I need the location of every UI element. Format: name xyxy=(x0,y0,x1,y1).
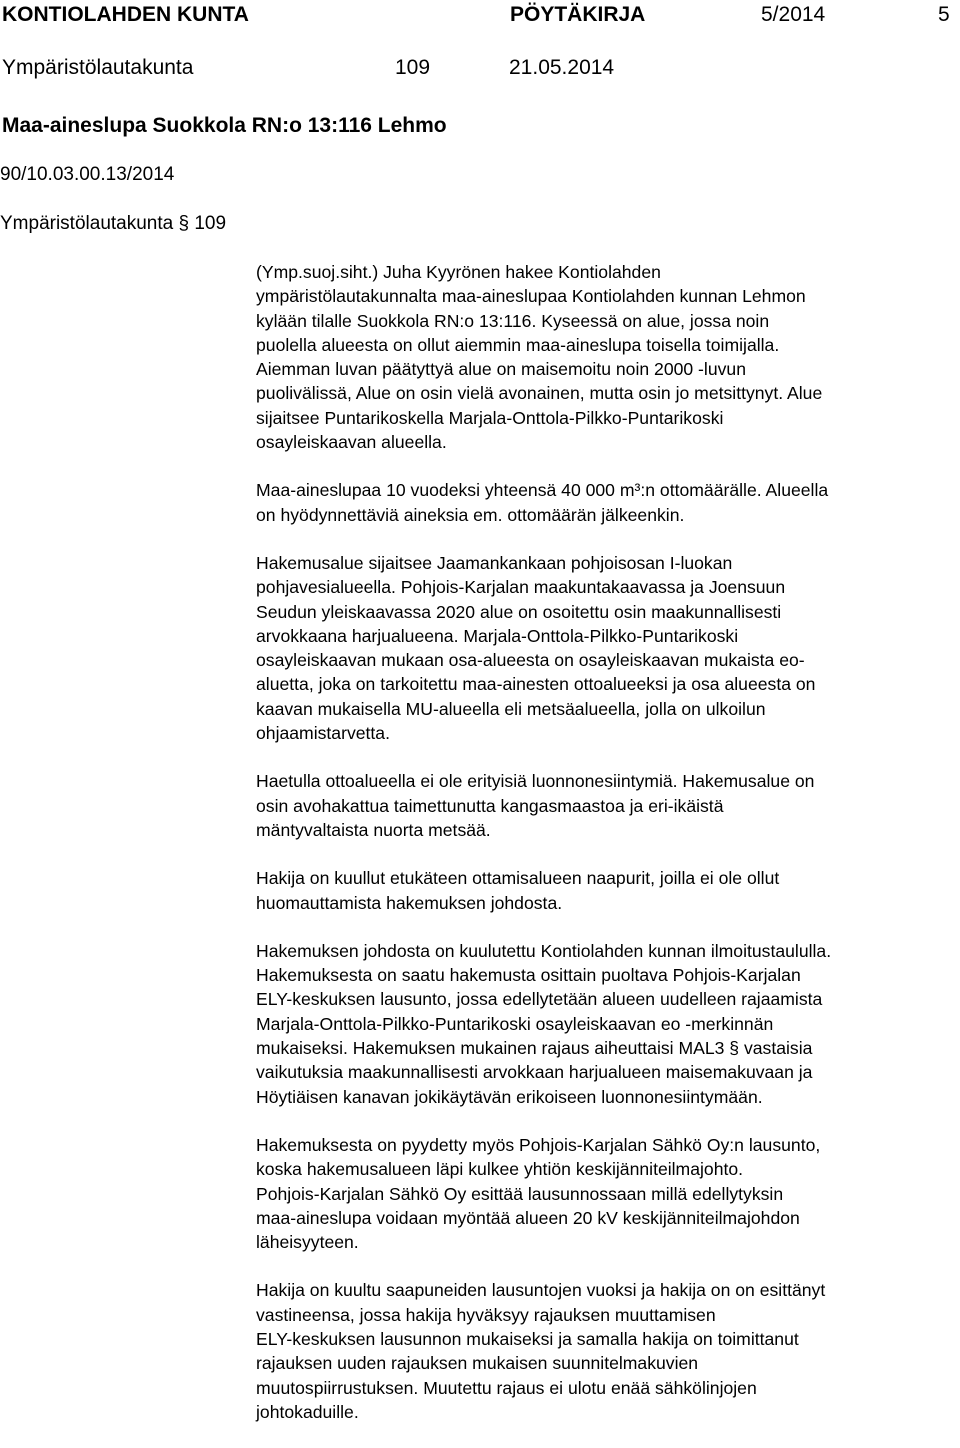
text-line: Höytiäisen kanavan jokikäytävän erikoiseen luonnonesiintymään. xyxy=(256,1086,763,1107)
paragraph-power-company xyxy=(256,1133,946,1254)
text-line: Hakemuksen johdosta on kuulutettu Kontiolahden kunnan ilmoitustaululla. xyxy=(256,940,832,961)
text-line: pohjavesialueella. Pohjois-Karjalan maakuntakaavassa ja Joensuun xyxy=(256,577,786,598)
text-line: maa-aineslupa voidaan myöntää alueen 20 kV keskijänniteilmajohdon xyxy=(256,1207,800,1228)
document-type: PÖYTÄKIRJA xyxy=(510,3,646,26)
text-line: Maa-aineslupaa 10 vuodeksi yhteensä 40 000 m³:n ottomäärälle. Alueella xyxy=(256,480,829,501)
text-line: Marjala-Onttola-Pilkko-Puntarikoski osayleiskaavan eo -merkinnän xyxy=(256,1013,774,1034)
text-line: puolivälissä, Alue on osin vielä avonainen, mutta osin jo metsittynyt. Alue xyxy=(256,383,823,404)
text-line: sijaitsee Puntarikoskella Marjala-Onttola-Pilkko-Puntarikoski xyxy=(256,407,724,428)
text-line: vastineensa, jossa hakija hyväksyy rajauksen muuttamisen xyxy=(256,1304,716,1325)
text-line: Hakija on kuullut etukäteen ottamisalueen naapurit, joilla ei ole ollut xyxy=(256,868,780,889)
text-line: Pohjois-Karjalan Sähkö Oy esittää lausunnossaan millä edellytyksin xyxy=(256,1183,784,1204)
text-line: osayleiskaavan mukaan osa-alueesta on osayleiskaavan mukaista eo- xyxy=(256,650,805,671)
board-section-line: Ympäristölautakunta § 109 xyxy=(0,213,227,234)
text-line: Hakija on kuultu saapuneiden lausuntojen vuoksi ja hakija on on esittänyt xyxy=(256,1280,826,1301)
text-line: vaikutuksia maakunnallisesti arvokkaan harjualueen maisemakuvaan ja xyxy=(256,1062,813,1083)
text-line: kylään tilalle Suokkola RN:o 13:116. Kyseessä on alue, jossa noin xyxy=(256,310,770,331)
paragraph-nature xyxy=(256,769,946,842)
text-line: aluetta, joka on tarkoitettu maa-ainesten ottoalueeksi ja osa alueesta on xyxy=(256,674,816,695)
text-line: arvokkaana harjualueena. Marjala-Onttola-Pilkko-Puntarikoski xyxy=(256,625,739,646)
page-number: 5 xyxy=(938,3,950,26)
paragraph-hearing xyxy=(256,1278,946,1424)
decision-text xyxy=(256,260,946,1448)
text-line: ELY-keskuksen lausunto, jossa edellytetään alueen uudelleen rajaamista xyxy=(256,989,823,1010)
text-line: kaavan mukaisella MU-alueella eli metsäalueella, jolla on ulkoilun xyxy=(256,698,766,719)
text-line: osayleiskaavan alueella. xyxy=(256,432,447,453)
paragraph-neighbours xyxy=(256,866,946,915)
text-line: muutospiirrustuksen. Muutettu rajaus ei ulotu enää sähkölinjojen xyxy=(256,1377,757,1398)
text-line: osin avohakattua taimettunutta kangasmaastoa ja eri-ikäistä xyxy=(256,795,724,816)
text-line: Hakemuksesta on saatu hakemusta osittain puoltava Pohjois-Karjalan xyxy=(256,965,801,986)
text-line: läheisyyteen. xyxy=(256,1232,359,1253)
text-line: Haetulla ottoalueella ei ole erityisiä luonnonesiintymiä. Hakemusalue on xyxy=(256,771,815,792)
case-reference: 90/10.03.00.13/2014 xyxy=(0,164,175,185)
text-line: Hakemuksesta on pyydetty myös Pohjois-Karjalan Sähkö Oy:n lausunto, xyxy=(256,1134,821,1155)
text-line: ympäristölautakunnalta maa-aineslupaa Kontiolahden kunnan Lehmon xyxy=(256,286,806,307)
municipality-name: KONTIOLAHDEN KUNTA xyxy=(2,3,249,26)
meeting-date: 21.05.2014 xyxy=(509,56,615,79)
paragraph-application xyxy=(256,260,946,454)
paragraph-groundwater xyxy=(256,551,946,745)
text-line: huomauttamista hakemuksen johdosta. xyxy=(256,892,563,913)
text-line: mukaiseksi. Hakemuksen mukainen rajaus aiheuttaisi MAL3 § vastaisia xyxy=(256,1038,813,1059)
board-name: Ympäristölautakunta xyxy=(2,56,194,79)
text-line: ohjaamistarvetta. xyxy=(256,723,390,744)
text-line: Hakemusalue sijaitsee Jaamankankaan pohjoisosan I-luokan xyxy=(256,552,733,573)
paragraph-announcement xyxy=(256,939,946,1109)
text-line: Seudun yleiskaavassa 2020 alue on osoitettu osin maakunnallisesti xyxy=(256,601,782,622)
paragraph-quantity xyxy=(256,478,946,527)
text-line: puolella alueesta on ollut aiemmin maa-aineslupa toisella toimijalla. xyxy=(256,334,780,355)
text-line: koska hakemusalueen läpi kulkee yhtiön keskijänniteilmajohto. xyxy=(256,1159,744,1180)
section-number: 109 xyxy=(395,56,431,79)
text-line: ELY-keskuksen lausunnon mukaiseksi ja samalla hakija on toimittanut xyxy=(256,1328,799,1349)
text-line: Aiemman luvan päätyttyä alue on maisemoitu noin 2000 -luvun xyxy=(256,359,746,380)
document-number: 5/2014 xyxy=(761,3,826,26)
text-line: mäntyvaltaista nuorta metsää. xyxy=(256,819,491,840)
text-line: on hyödynnettäviä aineksia em. ottomäärän jälkeenkin. xyxy=(256,504,685,525)
text-line: johtokaduille. xyxy=(256,1401,359,1422)
text-line: rajauksen uuden rajauksen mukaisen suunnitelmakuvien xyxy=(256,1353,699,1374)
text-line: (Ymp.suoj.siht.) Juha Kyyrönen hakee Kontiolahden xyxy=(256,262,661,282)
case-title: Maa-aineslupa Suokkola RN:o 13:116 Lehmo xyxy=(2,114,447,137)
